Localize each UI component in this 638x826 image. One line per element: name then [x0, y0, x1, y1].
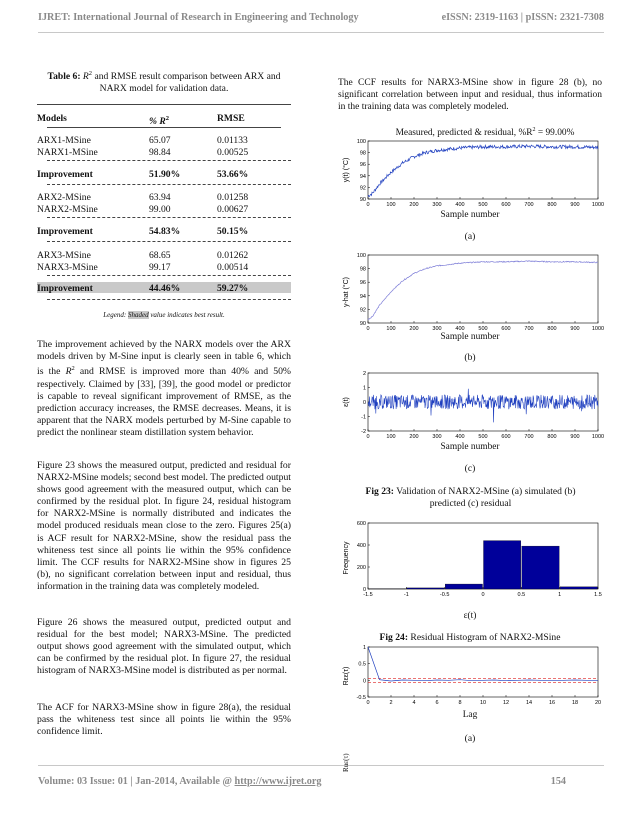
y-tick-label: 96	[359, 280, 366, 287]
table-legend: Legend: Shaded value indicates best result.	[103, 311, 225, 319]
header-divider	[38, 32, 604, 33]
y-tick-label: 100	[356, 253, 366, 259]
x-tick-label: 200	[409, 434, 419, 440]
y-tick-label: 0	[362, 400, 366, 406]
paragraph-fig23: Figure 23 shows the measured output, predicted and residual for NARX2-MSine models; second best model. The predicted output shows good agreement with the measured output, which can be confirmed by the residual plot. In figure 24, residual histogram for NARX2-MSine is normally distributed and indicates the model produced residuals mean close to the zero. Figures 25(a) is ACF result for NARX2-MSine, show the residual pass the whiteness test since all points lie within the 95% confidence limit. The CCF results for NARX2-MSine show in figures 25 (b), no significant correlation between input and residual, thus information in the training data was completely modeled.	[37, 460, 291, 592]
x-tick-label: 1000	[591, 202, 605, 208]
table-row-improvement: Improvement 51.90% 53.66%	[37, 169, 249, 180]
y-axis-label: ε(t)	[343, 397, 350, 407]
series-line	[368, 261, 598, 320]
x-tick-label: 10	[479, 700, 487, 706]
fig25a-xlabel: Lag	[462, 710, 478, 720]
x-tick-label: 700	[524, 434, 534, 440]
table-header-row: Models % $R^2$ RMSE	[37, 113, 245, 128]
y-tick-label: -0.5	[356, 695, 366, 701]
histogram-bar	[560, 587, 597, 589]
acf-line	[368, 647, 598, 681]
x-tick-label: 800	[547, 326, 557, 332]
x-tick-label: 700	[524, 202, 534, 208]
y-tick-label: 1	[362, 385, 366, 392]
x-tick-label: 200	[409, 202, 419, 208]
table-row: ARX1-MSine 65.07 0.01133	[37, 135, 248, 146]
x-tick-label: 400	[455, 434, 465, 440]
x-tick-label: 100	[386, 202, 396, 208]
y-axis-label: y-hat (°C)	[343, 276, 350, 308]
x-tick-label: 1	[558, 592, 562, 598]
x-tick-label: -0.5	[439, 592, 450, 598]
x-tick-label: 600	[501, 434, 511, 440]
y-tick-label: 92	[359, 185, 366, 192]
x-tick-label: 1.5	[594, 592, 602, 598]
y-tick-label: -2	[361, 429, 366, 435]
x-tick-label: 500	[478, 434, 488, 440]
y-tick-label: 90	[359, 197, 366, 203]
histogram-bar	[522, 546, 559, 589]
y-axis-label: Frequency	[343, 541, 350, 575]
x-tick-label: 500	[478, 202, 488, 208]
fig23a-plot	[338, 138, 605, 208]
x-tick-label: 0	[366, 202, 370, 208]
y-tick-label: 200	[356, 565, 366, 571]
histogram-bar	[484, 541, 521, 589]
series-line	[368, 145, 598, 197]
y-tick-label: 100	[356, 139, 366, 145]
x-tick-label: -1.5	[363, 592, 373, 598]
plot-frame	[368, 523, 598, 589]
fig23b-xlabel: Sample number	[440, 332, 500, 342]
histogram-bar	[445, 584, 482, 589]
fig23a-sublabel: (a)	[464, 231, 476, 242]
y-tick-label: 94	[359, 173, 366, 180]
x-tick-label: 12	[502, 700, 510, 706]
x-tick-label: 800	[547, 434, 557, 440]
x-tick-label: 600	[501, 202, 511, 208]
x-tick-label: 100	[386, 434, 396, 440]
table-6-caption: Table 6: $R^2$ and RMSE result comparison between ARX and NARX model for validation data.	[47, 70, 281, 95]
y-tick-label: 0	[362, 678, 366, 685]
paragraph-ccf: The CCF results for NARX3-MSine show in figure 28 (b), no significant correlation between input and residual, thus information in the training data was completely modeled.	[338, 78, 602, 112]
x-tick-label: 300	[432, 434, 442, 440]
fig23c-xlabel: Sample number	[440, 442, 500, 452]
y-tick-label: 400	[356, 543, 366, 549]
table-6	[37, 98, 291, 328]
table-row: ARX2-MSine 63.94 0.01258	[37, 192, 249, 203]
x-tick-label: 14	[525, 700, 533, 706]
histogram-bar	[407, 588, 444, 589]
fig23b-plot	[338, 252, 605, 332]
x-tick-label: 1000	[591, 434, 605, 440]
y-tick-label: 600	[356, 521, 366, 527]
table-rule	[37, 104, 291, 105]
fig23b-sublabel: (b)	[464, 352, 476, 363]
plot-frame	[368, 647, 598, 697]
journal-link[interactable]: http://www.ijret.org	[234, 776, 322, 787]
residual-line	[368, 389, 598, 423]
x-tick-label: 700	[524, 326, 534, 332]
x-tick-label: 300	[432, 326, 442, 332]
x-tick-label: 8	[458, 700, 462, 706]
x-tick-label: 0	[366, 434, 370, 440]
x-tick-label: 900	[570, 326, 580, 332]
y-tick-label: 98	[359, 150, 366, 157]
table-row: NARX2-MSine 99.00 0.00627	[37, 204, 249, 215]
table-row: ARX3-MSine 68.65 0.01262	[37, 250, 249, 261]
fig24-xlabel: ε(t)	[463, 611, 477, 621]
page-number: 154	[550, 776, 566, 787]
x-tick-label: 18	[571, 700, 579, 706]
y-tick-label: 94	[359, 293, 366, 300]
x-tick-label: 400	[455, 326, 465, 332]
x-tick-label: 500	[478, 326, 488, 332]
y-axis-label: y(t) (°C)	[343, 157, 350, 183]
y-axis-label: Rεε(τ)	[343, 666, 350, 686]
plot-frame	[368, 255, 598, 323]
x-tick-label: 2	[389, 700, 393, 706]
y-tick-label: -1	[361, 414, 366, 421]
table-row: NARX3-MSine 99.17 0.00514	[37, 262, 249, 273]
x-tick-label: 100	[386, 326, 396, 332]
x-tick-label: 4	[412, 700, 416, 706]
y-tick-label: 98	[359, 266, 366, 273]
x-tick-label: 400	[455, 202, 465, 208]
paragraph-acf: The ACF for NARX3-MSine show in figure 28(a), the residual pass the whiteness test since all points lie within the 95% confidence limit.	[37, 702, 291, 738]
plot-frame	[368, 141, 598, 199]
table-row: NARX1-MSine 98.84 0.00525	[37, 147, 249, 158]
x-tick-label: 800	[547, 202, 557, 208]
paragraph-improvement: The improvement achieved by the NARX models over the ARX models driven by M-Sine input is clearly seen in table 6, which is the $R^2$ and RMSE is improved more than 40% and 50% respectively. Claimed by [33], [39], the good model or predictor is capable to reveal significant improvement of RMSE, as the prediction accuracy increases, the RMSE decreases. Means, it is apparent that the NARX models perturbed by M-Sine capable to predict the nonlinear steam distillation system behavior.	[37, 339, 292, 438]
y-tick-label: 1	[362, 645, 366, 651]
paragraph-fig26: Figure 26 shows the measured output, predicted output and residual for the best model; NARX3-MSine. The predicted output shows good agreement with the simulated output, which can be confirmed by the residual plot. In figure 27, the residual histogram of NARX3-MSine model is distributed as per normal.	[37, 617, 291, 677]
x-tick-label: 0	[481, 592, 485, 598]
table-row-improvement-best: Improvement 44.46% 59.27%	[37, 283, 249, 294]
running-footer: Volume: 03 Issue: 01 | Jan-2014, Available @ http://www.ijret.org 154	[38, 776, 566, 787]
fig23-caption: Fig 23: Validation of NARX2-MSine (a) simulated (b) predicted (c) residual	[365, 486, 576, 509]
y-tick-label: 0	[362, 587, 366, 593]
fig25b-ylabel-fragment: Ruε(τ)	[342, 753, 350, 772]
x-tick-label: 900	[570, 434, 580, 440]
x-tick-label: 0	[366, 326, 370, 332]
issn: eISSN: 2319-1163 | pISSN: 2321-7308	[441, 12, 604, 23]
fig23a-title: Measured, predicted & residual, $\%R^2 = 99.00\%$	[395, 127, 575, 139]
x-tick-label: 20	[594, 700, 602, 706]
x-tick-label: 200	[409, 326, 419, 332]
x-tick-label: 16	[548, 700, 556, 706]
running-header	[38, 12, 604, 23]
y-tick-label: 92	[359, 307, 366, 314]
y-tick-label: 90	[359, 321, 366, 327]
fig24-histogram	[338, 520, 602, 598]
x-tick-label: -1	[403, 592, 409, 598]
x-tick-label: 6	[435, 700, 439, 706]
x-tick-label: 300	[432, 202, 442, 208]
x-tick-label: 600	[501, 326, 511, 332]
journal-title: IJRET: International Journal of Research in Engineering and Technology	[38, 12, 359, 23]
y-tick-label: 96	[359, 162, 366, 169]
fig23a-xlabel: Sample number	[440, 210, 500, 220]
fig23c-plot	[338, 370, 605, 440]
x-tick-label: 0.5	[517, 592, 526, 598]
x-tick-label: 0	[366, 700, 370, 706]
fig23c-sublabel: (c)	[464, 463, 476, 474]
table-row-improvement: Improvement 54.83% 50.15%	[37, 226, 249, 237]
y-tick-label: 0.5	[358, 661, 366, 668]
plot-frame	[368, 373, 598, 431]
fig25a-acf-plot	[338, 644, 602, 710]
fig24-caption: Fig 24: Residual Histogram of NARX2-MSine	[379, 632, 561, 643]
fig25a-sublabel: (a)	[464, 733, 476, 744]
y-tick-label: 2	[362, 371, 366, 377]
x-tick-label: 900	[570, 202, 580, 208]
x-tick-label: 1000	[591, 326, 605, 332]
footer-divider	[38, 765, 604, 766]
